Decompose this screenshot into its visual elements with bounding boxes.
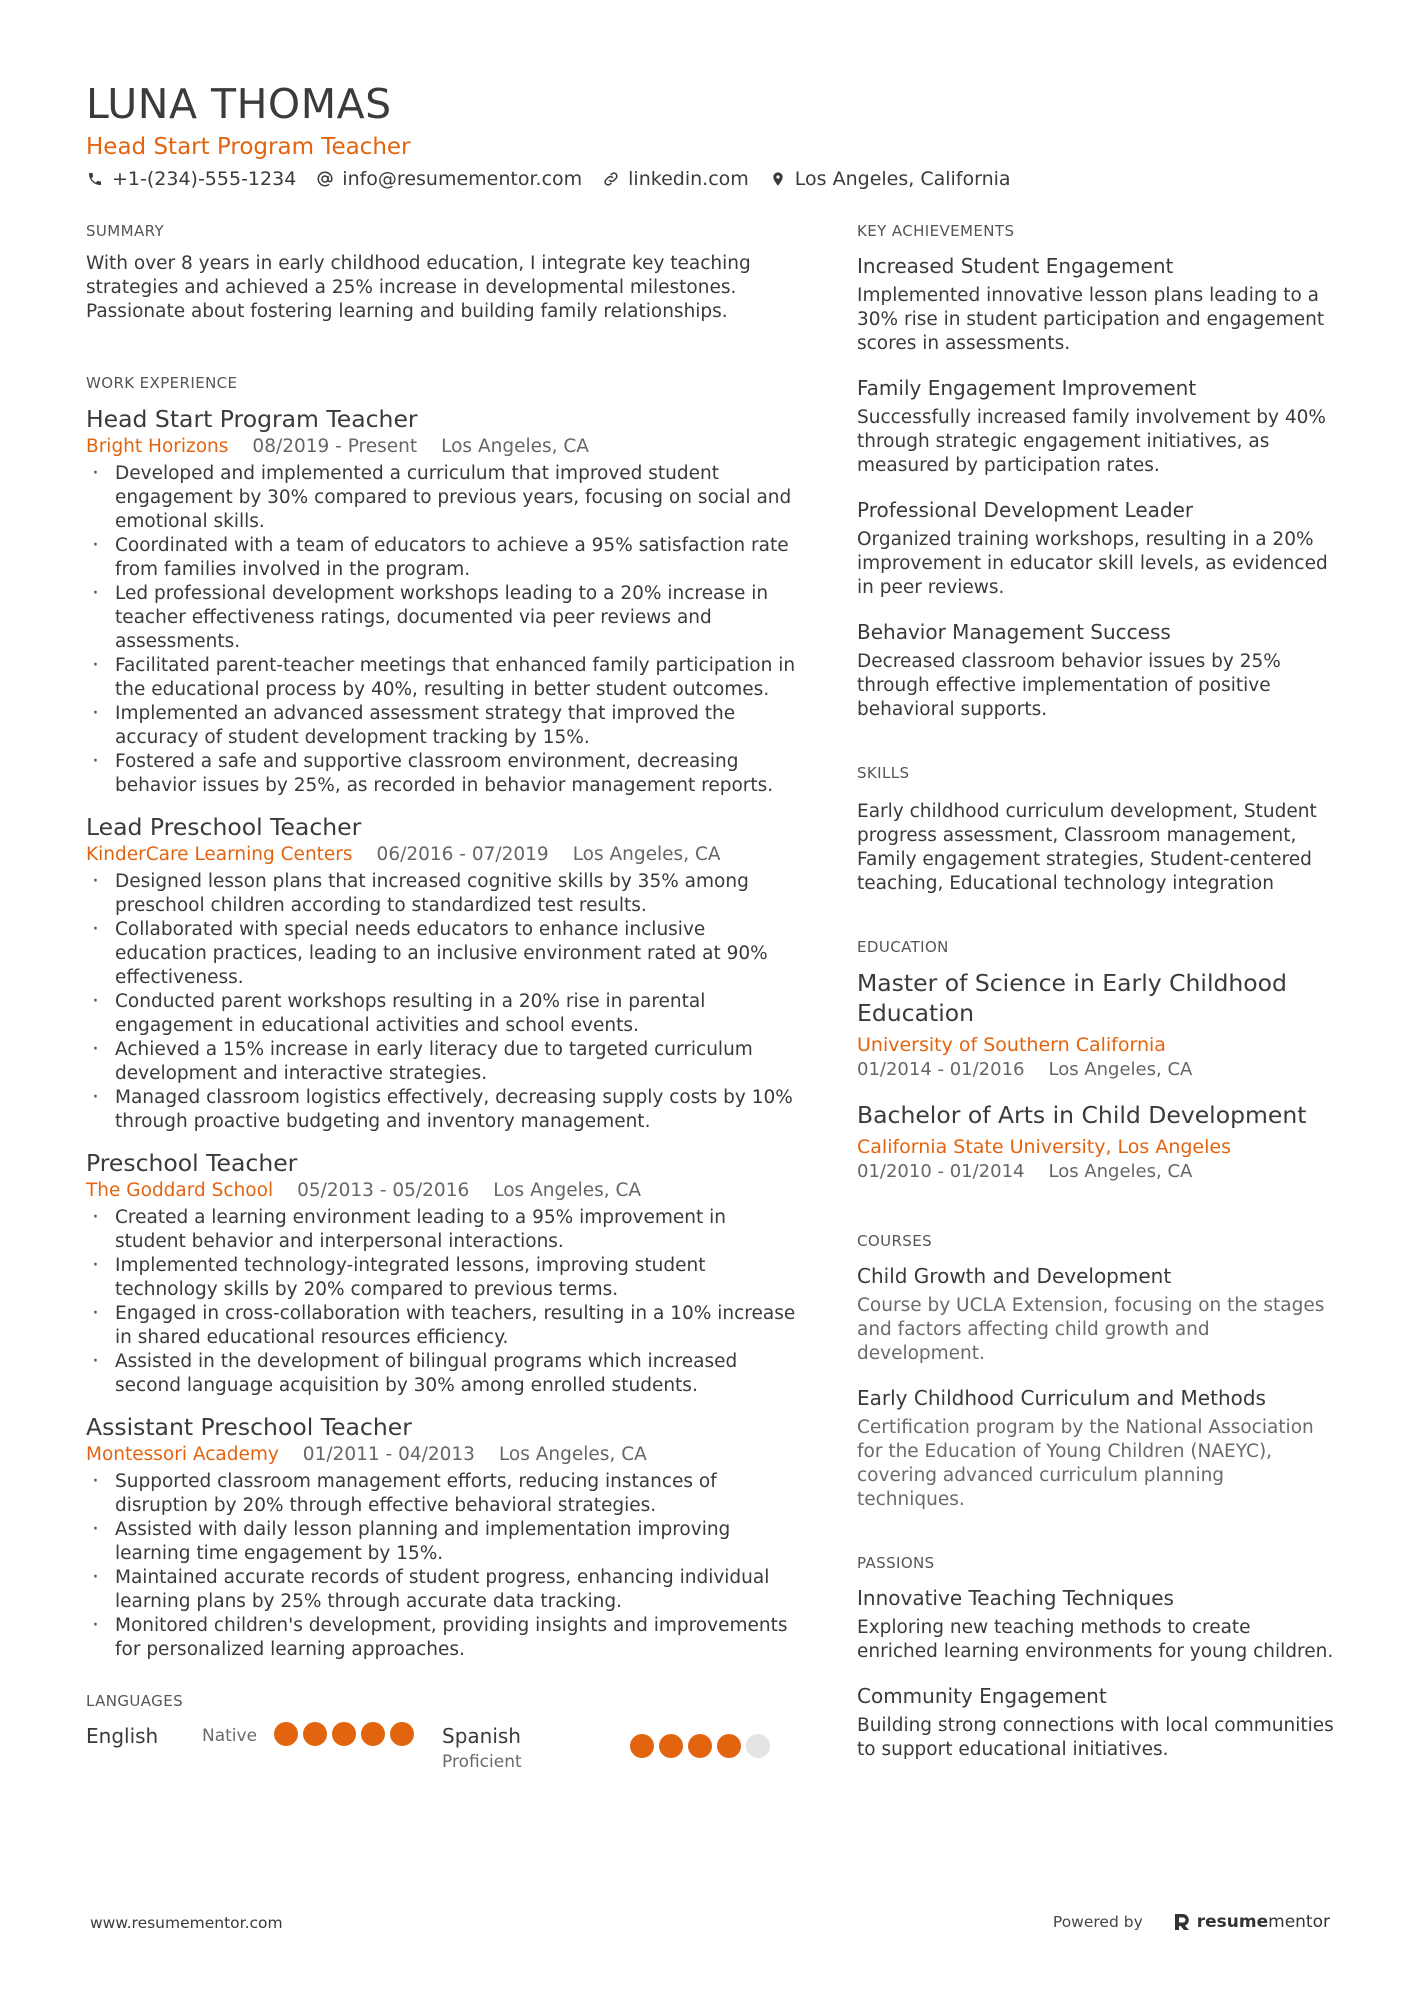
job-bullet: · Conducted parent workshops resulting in a 20% rise in parental engagement in educational activities and school events. [86, 990, 798, 1038]
job-bullet: · Designed lesson plans that increased cognitive skills by 35% among preschool children according to standardized test results. [86, 870, 798, 918]
course-text: Course by UCLA Extension, focusing on the stages and factors affecting child growth and development. [857, 1295, 1325, 1364]
language-spanish [442, 1722, 798, 1774]
contact-linkedin[interactable] [602, 168, 749, 190]
language-level: Proficient [442, 1752, 522, 1772]
course-title: Child Growth and Development [857, 1264, 1172, 1288]
job-company: KinderCare Learning Centers [86, 844, 353, 865]
rating-dot-filled [630, 1734, 654, 1758]
education-meta [857, 1058, 1337, 1082]
brand-logo[interactable] [1173, 1912, 1330, 1932]
job-meta [86, 842, 798, 868]
candidate-title: Head Start Program Teacher [86, 134, 411, 160]
achievements-heading: KEY ACHIEVEMENTS [857, 222, 1015, 240]
skills-text: Early childhood curriculum development, Student progress assessment, Classroom management, Family engagement strategies, Student-centered teaching, Educational technology integration [857, 801, 1317, 894]
job-bullet: · Supported classroom management efforts, reducing instances of disruption by 20% through effective behavioral strategies. [86, 1470, 798, 1518]
link-icon [602, 170, 620, 188]
rating-dot-filled [717, 1734, 741, 1758]
rating-dot-filled [688, 1734, 712, 1758]
course-title: Early Childhood Curriculum and Methods [857, 1386, 1266, 1410]
job-company: The Goddard School [86, 1180, 274, 1201]
contact-phone [86, 168, 296, 190]
job-entry [86, 404, 798, 798]
job-dates: 08/2019 - Present [252, 436, 418, 457]
job-bullet: · Collaborated with special needs educators to enhance inclusive education practices, leading to an inclusive environment rated at 90% effectiveness. [86, 918, 798, 990]
job-company: Montessori Academy [86, 1444, 279, 1465]
job-bullet: · Coordinated with a team of educators to achieve a 95% satisfaction rate from families involved in the program. [86, 534, 798, 582]
job-bullet: · Implemented an advanced assessment strategy that improved the accuracy of student development tracking by 15%. [86, 702, 798, 750]
courses-section [857, 1230, 1337, 1512]
education-section [857, 936, 1337, 1184]
course-text: Certification program by the National Association for the Education of Young Children (NAEYC), covering advanced curriculum planning techniques. [857, 1417, 1314, 1510]
achievement-text: Organized training workshops, resulting in a 20% improvement in educator skill levels, as evidenced in peer reviews. [857, 529, 1328, 598]
language-level: Native [202, 1726, 258, 1746]
at-icon [316, 170, 334, 188]
job-location: Los Angeles, CA [498, 1444, 647, 1465]
job-bullet: · Developed and implemented a curriculum that improved student engagement by 30% compared to previous years, focusing on social and emotional skills. [86, 462, 798, 534]
language-name: English [86, 1724, 159, 1748]
job-bullet: · Facilitated parent-teacher meetings that enhanced family participation in the educational process by 40%, resulting in better student outcomes. [86, 654, 798, 702]
experience-heading: WORK EXPERIENCE [86, 374, 238, 392]
job-title: Lead Preschool Teacher [86, 813, 362, 841]
education-dates: 01/2014 - 01/2016 [857, 1059, 1025, 1080]
right-column [857, 220, 1337, 1762]
education-dates: 01/2010 - 01/2014 [857, 1161, 1025, 1182]
education-meta [857, 1160, 1337, 1184]
job-title: Preschool Teacher [86, 1149, 298, 1177]
language-english [86, 1722, 442, 1750]
job-meta [86, 434, 798, 460]
brand-name-rest: mentor [1268, 1912, 1330, 1932]
left-column [86, 220, 798, 1774]
achievement-title: Increased Student Engagement [857, 254, 1174, 278]
skills-heading: SKILLS [857, 764, 910, 782]
job-entry [86, 1412, 798, 1662]
rating-dot-empty [746, 1734, 770, 1758]
job-bullets [86, 1206, 798, 1398]
course-item [857, 1384, 1337, 1512]
job-bullet: · Led professional development workshops leading to a 20% increase in teacher effectiveness ratings, documented via peer reviews and assessments. [86, 582, 798, 654]
job-bullet: · Achieved a 15% increase in early literacy due to targeted curriculum development and interactive strategies. [86, 1038, 798, 1086]
language-rating [274, 1722, 419, 1746]
passion-text: Exploring new teaching methods to create enriched learning environments for young children. [857, 1617, 1334, 1662]
education-item [857, 1100, 1337, 1184]
rating-dot-filled [332, 1722, 356, 1746]
achievements-section [857, 220, 1337, 722]
footer-website[interactable]: www.resumementor.com [90, 1914, 283, 1932]
education-item [857, 968, 1337, 1082]
languages-row [86, 1722, 798, 1774]
language-name: Spanish [442, 1724, 521, 1748]
candidate-name: LUNA THOMAS [86, 80, 392, 128]
education-location: Los Angeles, CA [1048, 1059, 1193, 1080]
job-meta [86, 1178, 798, 1204]
language-label-group [442, 1722, 630, 1774]
achievement-title: Professional Development Leader [857, 498, 1194, 522]
job-entry [86, 812, 798, 1134]
achievement-item [857, 252, 1337, 356]
job-location: Los Angeles, CA [572, 844, 721, 865]
summary-section [86, 220, 798, 324]
job-bullet: · Engaged in cross-collaboration with teachers, resulting in a 10% increase in shared educational resources efficiency. [86, 1302, 798, 1350]
powered-by-text: Powered by [1052, 1913, 1143, 1931]
job-bullets [86, 1470, 798, 1662]
phone-icon [86, 170, 104, 188]
job-title: Head Start Program Teacher [86, 405, 418, 433]
experience-section [86, 372, 798, 1662]
job-bullets [86, 870, 798, 1134]
achievement-item [857, 374, 1337, 478]
job-location: Los Angeles, CA [441, 436, 589, 457]
education-school: University of Southern California [857, 1034, 1166, 1056]
passion-item [857, 1584, 1337, 1664]
rating-dot-filled [659, 1734, 683, 1758]
achievement-title: Family Engagement Improvement [857, 376, 1197, 400]
job-bullet: · Assisted in the development of bilingual programs which increased second language acquisition by 30% among enrolled students. [86, 1350, 798, 1398]
achievement-item [857, 496, 1337, 600]
rating-dot-filled [274, 1722, 298, 1746]
job-dates: 01/2011 - 04/2013 [302, 1444, 475, 1465]
location-text: Los Angeles, California [794, 168, 1011, 190]
rating-dot-filled [390, 1722, 414, 1746]
brand-mark-icon [1173, 1912, 1191, 1932]
passion-title: Innovative Teaching Techniques [857, 1586, 1174, 1610]
job-bullet: · Managed classroom logistics effectively, decreasing supply costs by 10% through proactive budgeting and inventory management. [86, 1086, 798, 1134]
passion-text: Building strong connections with local communities to support educational initiatives. [857, 1715, 1334, 1760]
education-location: Los Angeles, CA [1048, 1161, 1193, 1182]
achievement-text: Decreased classroom behavior issues by 25% through effective implementation of positive behavioral supports. [857, 651, 1281, 720]
passion-item [857, 1682, 1337, 1762]
job-location: Los Angeles, CA [493, 1180, 642, 1201]
passion-title: Community Engagement [857, 1684, 1107, 1708]
job-entry [86, 1148, 798, 1398]
contact-email[interactable] [316, 168, 582, 190]
language-rating [630, 1734, 775, 1758]
job-bullets [86, 462, 798, 798]
phone-text: +1-(234)-555-1234 [112, 168, 297, 190]
job-dates: 06/2016 - 07/2019 [376, 844, 549, 865]
job-company: Bright Horizons [86, 436, 229, 457]
course-item [857, 1262, 1337, 1366]
achievement-item [857, 618, 1337, 722]
linkedin-text: linkedin.com [628, 168, 749, 190]
contact-location [769, 168, 1011, 190]
rating-dot-filled [361, 1722, 385, 1746]
job-bullet: · Assisted with daily lesson planning and implementation improving learning time engagement by 15%. [86, 1518, 798, 1566]
job-bullet: · Maintained accurate records of student progress, enhancing individual learning plans by 25% through accurate data tracking. [86, 1566, 798, 1614]
job-dates: 05/2013 - 05/2016 [297, 1180, 470, 1201]
passions-section [857, 1552, 1337, 1762]
languages-section [86, 1690, 798, 1774]
contact-row [86, 168, 1326, 190]
education-degree: Master of Science in Early Childhood Education [857, 969, 1287, 1027]
summary-text: With over 8 years in early childhood education, I integrate key teaching strategies and achieved a 25% increase in developmental milestones. Passionate about fostering learning and building family relationships. [86, 253, 751, 322]
email-text: info@resumementor.com [342, 168, 583, 190]
summary-heading: SUMMARY [86, 222, 165, 240]
achievement-text: Implemented innovative lesson plans leading to a 30% rise in student participation and engagement scores in assessments. [857, 285, 1325, 354]
skills-section [857, 762, 1337, 896]
brand-name-bold: resume [1196, 1912, 1269, 1932]
job-meta [86, 1442, 798, 1468]
achievement-title: Behavior Management Success [857, 620, 1171, 644]
education-degree: Bachelor of Arts in Child Development [857, 1101, 1307, 1129]
courses-heading: COURSES [857, 1232, 933, 1250]
passions-heading: PASSIONS [857, 1554, 935, 1572]
location-pin-icon [769, 170, 787, 188]
education-heading: EDUCATION [857, 938, 949, 956]
job-bullet: · Created a learning environment leading to a 95% improvement in student behavior and interpersonal interactions. [86, 1206, 798, 1254]
achievement-text: Successfully increased family involvement by 40% through strategic engagement initiatives, as measured by participation rates. [857, 407, 1326, 476]
job-bullet: · Monitored children's development, providing insights and improvements for personalized learning approaches. [86, 1614, 798, 1662]
education-school: California State University, Los Angeles [857, 1136, 1231, 1158]
job-title: Assistant Preschool Teacher [86, 1413, 412, 1441]
resume-header [86, 78, 1326, 190]
job-bullet: · Fostered a safe and supportive classroom environment, decreasing behavior issues by 25%, as recorded in behavior management reports. [86, 750, 798, 798]
languages-heading: LANGUAGES [86, 1692, 184, 1710]
job-bullet: · Implemented technology-integrated lessons, improving student technology skills by 20% compared to previous terms. [86, 1254, 798, 1302]
rating-dot-filled [303, 1722, 327, 1746]
footer-branding [1053, 1912, 1330, 1932]
